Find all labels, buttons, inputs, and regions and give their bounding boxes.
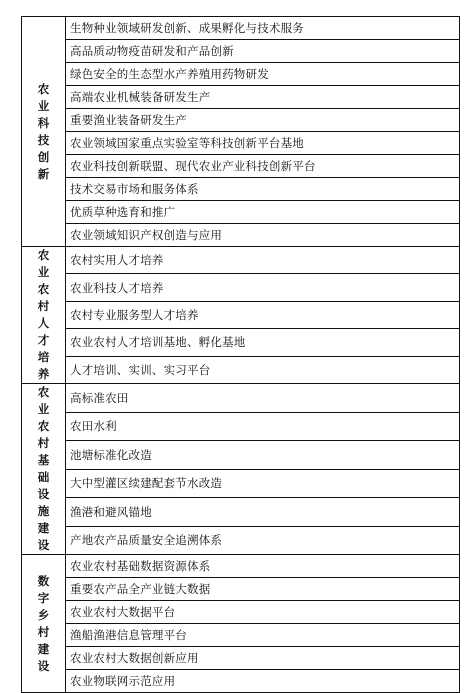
item-cell: 农业领域国家重点实验室等科技创新平台基地 bbox=[66, 132, 460, 155]
table-row bbox=[22, 201, 460, 224]
item-cell: 农业农村大数据平台 bbox=[66, 601, 460, 624]
category-cell bbox=[22, 555, 66, 693]
item-cell: 池塘标准化改造 bbox=[66, 441, 460, 470]
category-label: 农业农村人才培养 bbox=[37, 248, 50, 381]
table-row bbox=[22, 224, 460, 247]
item-cell: 高端农业机械装备研发生产 bbox=[66, 86, 460, 109]
category-cell bbox=[22, 384, 66, 555]
table-row bbox=[22, 178, 460, 201]
item-cell: 生物种业领域研发创新、成果孵化与技术服务 bbox=[66, 17, 460, 40]
table-row bbox=[22, 247, 460, 274]
table-row bbox=[22, 647, 460, 670]
policy-table bbox=[21, 16, 460, 693]
item-cell: 农业农村大数据创新应用 bbox=[66, 647, 460, 670]
item-cell: 渔船渔港信息管理平台 bbox=[66, 624, 460, 647]
table-row bbox=[22, 274, 460, 301]
item-cell: 绿色安全的生态型水产养殖用药物研发 bbox=[66, 63, 460, 86]
item-cell: 重要农产品全产业链大数据 bbox=[66, 578, 460, 601]
category-label: 农业科技创新 bbox=[37, 81, 50, 181]
table-row bbox=[22, 86, 460, 109]
table-row bbox=[22, 356, 460, 383]
table-row bbox=[22, 555, 460, 578]
table-row bbox=[22, 384, 460, 413]
table-row bbox=[22, 109, 460, 132]
item-cell: 农村实用人才培养 bbox=[66, 247, 460, 274]
table-row bbox=[22, 670, 460, 693]
policy-table-body bbox=[22, 17, 460, 693]
item-cell: 高品质动物疫苗研发和产品创新 bbox=[66, 40, 460, 63]
category-label: 数字乡村建设 bbox=[37, 573, 50, 673]
item-cell: 农业科技创新联盟、现代农业产业科技创新平台 bbox=[66, 155, 460, 178]
item-cell: 产地农产品质量安全追溯体系 bbox=[66, 526, 460, 555]
table-row bbox=[22, 132, 460, 155]
item-cell: 农田水利 bbox=[66, 412, 460, 441]
table-row bbox=[22, 441, 460, 470]
item-cell: 高标准农田 bbox=[66, 384, 460, 413]
table-row bbox=[22, 469, 460, 498]
item-cell: 农业科技人才培养 bbox=[66, 274, 460, 301]
table-row bbox=[22, 578, 460, 601]
table-row bbox=[22, 601, 460, 624]
table-row bbox=[22, 624, 460, 647]
item-cell: 人才培训、实训、实习平台 bbox=[66, 356, 460, 383]
table-row bbox=[22, 301, 460, 328]
category-cell bbox=[22, 247, 66, 384]
item-cell: 渔港和避风锚地 bbox=[66, 498, 460, 527]
item-cell: 技术交易市场和服务体系 bbox=[66, 178, 460, 201]
category-label: 农业农村基础设施建设 bbox=[37, 385, 50, 552]
table-row bbox=[22, 155, 460, 178]
table-row bbox=[22, 498, 460, 527]
item-cell: 农业农村人才培训基地、孵化基地 bbox=[66, 329, 460, 356]
item-cell: 农村专业服务型人才培养 bbox=[66, 301, 460, 328]
item-cell: 农业领域知识产权创造与应用 bbox=[66, 224, 460, 247]
table-row bbox=[22, 17, 460, 40]
item-cell: 大中型灌区续建配套节水改造 bbox=[66, 469, 460, 498]
item-cell: 优质草种选育和推广 bbox=[66, 201, 460, 224]
table-row bbox=[22, 329, 460, 356]
table-row bbox=[22, 526, 460, 555]
category-cell bbox=[22, 17, 66, 247]
table-row bbox=[22, 412, 460, 441]
table-row bbox=[22, 40, 460, 63]
item-cell: 农业物联网示范应用 bbox=[66, 670, 460, 693]
table-row bbox=[22, 63, 460, 86]
item-cell: 农业农村基础数据资源体系 bbox=[66, 555, 460, 578]
item-cell: 重要渔业装备研发生产 bbox=[66, 109, 460, 132]
